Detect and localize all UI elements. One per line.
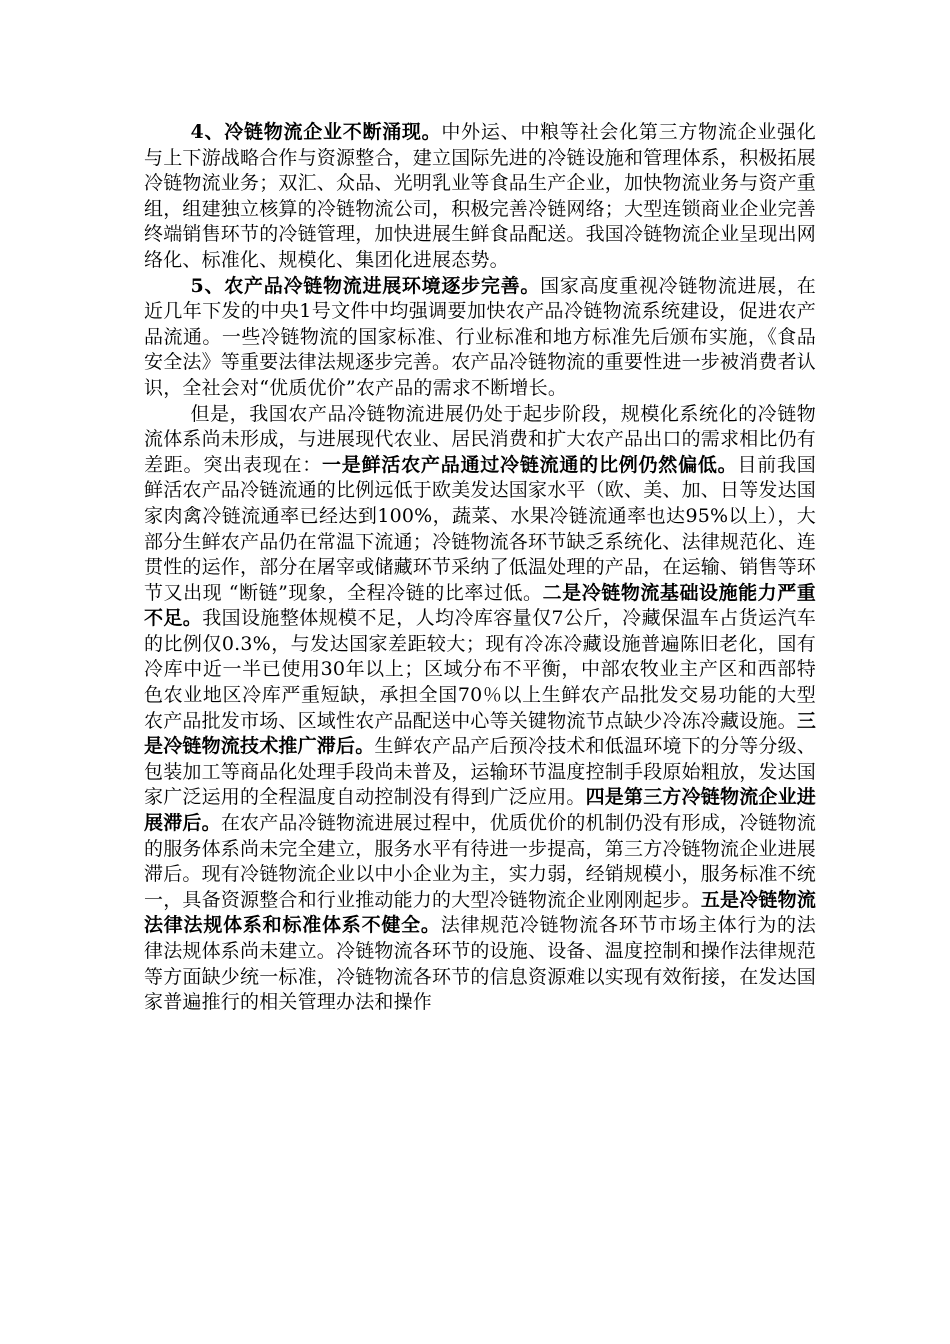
problem-heading-3: 三是冷链物流技术推广滞后。 [144, 709, 817, 758]
paragraph-body: 中外运、中粮等社会化第三方物流企业强化与上下游战略合作与资源整合，建立国际先进的冷链设施和管理体系，积极拓展冷链物流业务；双汇、众品、光明乳业等食品生产企业，加快物流业务与资产重组，组建独立核算的冷链物流公司，积极完善冷链网络；大型连锁商业企业完善终端销售环节的冷链管理，加快进展生鲜食品配送。我国冷链物流企业呈现出网络化、标准化、规模化、集团化进展态势。 [144, 121, 817, 271]
paragraph-cold-chain-enterprises [144, 120, 816, 274]
paragraph-development-environment [144, 274, 816, 402]
paragraph-intro: 但是，我国农产品冷链物流进展仍处于起步阶段，规模化系统化的冷链物流体系尚未形成，与进展现代农业、居民消费和扩大农产品出口的需求相比仍有差距。突出表现在： [144, 402, 817, 476]
problem-heading-2: 二是冷链物流基础设施能力严重不足。 [144, 581, 816, 630]
paragraph-problems [144, 402, 816, 1016]
problem-heading-5: 五是冷链物流法律法规体系和标准体系不健全。 [144, 888, 817, 937]
problem-heading-4: 四是第三方冷链物流企业进展滞后。 [144, 786, 817, 835]
problem-body-2: 我国设施整体规模不足，人均冷库容量仅7公斤，冷藏保温车占货运汽车的比例仅0.3%，与发达国家差距较大；现有冷冻冷藏设施普遍陈旧老化，国有冷库中近一半已使用30年以上；区域分布不平衡，中部农牧业主产区和西部特色农业地区冷库严重短缺，承担全国70％以上生鲜农产品批发交易功能的大型农产品批发市场、区域性农产品配送中心等关键物流节点缺少冷冻冷藏设施。 [144, 607, 816, 732]
problem-body-5: 法律规范冷链物流各环节市场主体行为的法律法规体系尚未建立。冷链物流各环节的设施、设备、温度控制和操作法律规范等方面缺少统一标准，冷链物流各环节的信息资源难以实现有效衔接，在发达国家普遍推行的相关管理办法和操作 [144, 914, 817, 1014]
problem-heading-1: 一是鲜活农产品通过冷链流通的比例仍然偏低。 [322, 453, 738, 476]
paragraph-heading: 5、农产品冷链物流进展环境逐步完善。 [190, 274, 541, 297]
paragraph-body: 国家高度重视冷链物流进展，在近几年下发的中央1号文件中均强调要加快农产品冷链物流系统建设，促进农产品流通。一些冷链物流的国家标准、行业标准和地方标准先后颁布实施，《食品安全法》等重要法律法规逐步完善。农产品冷链物流的重要性进一步被消费者认识，全社会对“优质优价”农产品的需求不断增长。 [144, 274, 817, 399]
problem-body-3: 生鲜农产品产后预冷技术和低温环境下的分等分级、包装加工等商品化处理手段尚未普及，运输环节温度控制手段原始粗放，发达国家广泛运用的全程温度自动控制没有得到广泛应用。 [144, 735, 817, 809]
document-page [144, 120, 816, 1016]
paragraph-heading: 4、冷链物流企业不断涌现。 [190, 121, 442, 143]
problem-body-4: 在农产品冷链物流进展过程中，优质优价的机制仍没有形成，冷链物流的服务体系尚未完全建立，服务水平有待进一步提高，第三方冷链物流企业进展滞后。现有冷链物流企业以中小企业为主，实力弱，经销规模小，服务标准不统一，具备资源整合和行业推动能力的大型冷链物流企业刚刚起步。 [144, 812, 817, 911]
problem-body-1: 目前我国鲜活农产品冷链流通的比例远低于欧美发达国家水平（欧、美、加、日等发达国家肉禽冷链流通率已经达到100%，蔬菜、水果冷链流通率也达95%以上），大部分生鲜农产品仍在常温下流通；冷链物流各环节缺乏系统化、法律规范化、连贯性的运作，部分在屠宰或储藏环节采纳了低温处理的产品，在运输、销售等环节又出现 “断链”现象，全程冷链的比率过低。 [144, 453, 817, 604]
